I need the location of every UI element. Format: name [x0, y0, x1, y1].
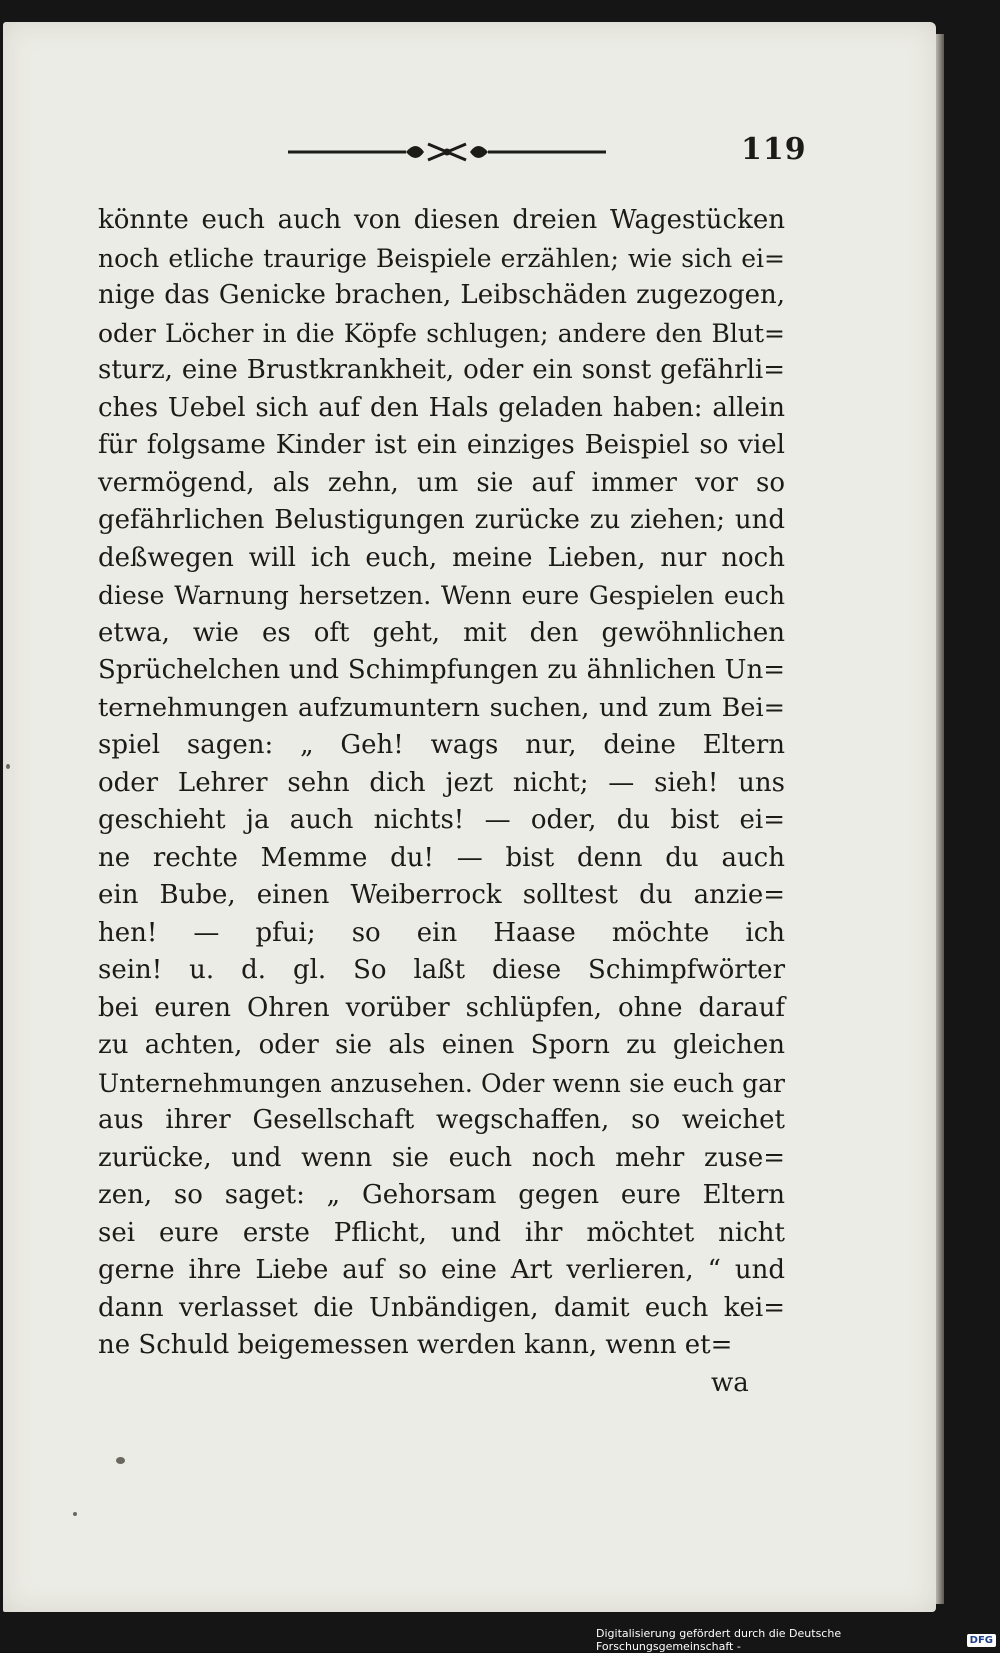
- text-line: aus ihrer Gesellschaft wegschaffen, so weichet: [98, 1105, 785, 1135]
- text-line: sein! u. d. gl. So laßt diese Schimpfwörter: [98, 955, 785, 985]
- text-line: ne rechte Memme du! — bist denn du auch: [98, 842, 785, 873]
- text-line: gerne ihre Liebe auf so eine Art verlieren, “ und: [98, 1255, 785, 1285]
- text-line: zu achten, oder sie als einen Sporn zu gleichen: [98, 1030, 785, 1060]
- dfg-logo: DFG: [967, 1634, 996, 1647]
- text-line: gefährlichen Belustigungen zurücke zu ziehen; und: [98, 505, 785, 535]
- text-line: zen, so saget: „ Gehorsam gegen eure Eltern: [98, 1180, 785, 1210]
- ink-spot: [116, 1457, 125, 1464]
- text-line: vermögend, als zehn, um sie auf immer vor so: [98, 467, 785, 498]
- text-line: spiel sagen: „ Geh! wags nur, deine Eltern: [98, 730, 785, 760]
- body-text: [98, 202, 785, 1365]
- ink-spot: [6, 764, 10, 769]
- text-line: dann verlasset die Unbändigen, damit euch kei=: [98, 1292, 785, 1323]
- text-line: ne Schuld beigemessen werden kann, wenn et=: [98, 1330, 733, 1360]
- text-line: diese Warnung hersetzen. Wenn eure Gespielen euch: [98, 581, 785, 610]
- text-line: Unternehmungen anzusehen. Oder wenn sie euch gar: [98, 1068, 785, 1098]
- text-line: sei eure erste Pflicht, und ihr möchtet nicht: [98, 1217, 785, 1248]
- header-ornament: [288, 134, 606, 170]
- text-line: für folgsame Kinder ist ein einziges Beispiel so viel: [98, 430, 785, 460]
- text-line: könnte euch auch von diesen dreien Wagestücken: [98, 205, 785, 235]
- text-line: oder Löcher in die Köpfe schlugen; andere den Blut=: [98, 318, 785, 348]
- book-page: [3, 22, 936, 1612]
- text-line: ches Uebel sich auf den Hals geladen haben: allein: [98, 392, 785, 423]
- text-line: ein Bube, einen Weiberrock solltest du anzie=: [98, 880, 785, 910]
- text-line: sturz, eine Brustkrankheit, oder ein sonst gefährli=: [98, 355, 785, 385]
- footer-credit: Digitalisierung gefördert durch die Deutsche Forschungsgemeinschaft -: [596, 1627, 842, 1653]
- ink-spot: [73, 1512, 77, 1516]
- footer-credit-bar: [596, 1629, 1000, 1651]
- text-line: noch etliche traurige Beispiele erzählen; wie sich ei=: [98, 243, 785, 273]
- text-line: zurücke, und wenn sie euch noch mehr zuse=: [98, 1142, 785, 1173]
- text-line: oder Lehrer sehn dich jezt nicht; — sieh! uns: [98, 767, 785, 798]
- page-edge: [936, 34, 944, 1604]
- catchword: wa: [711, 1368, 749, 1398]
- text-line: bei euren Ohren vorüber schlüpfen, ohne darauf: [98, 992, 785, 1023]
- text-line: nige das Genicke brachen, Leibschäden zugezogen,: [98, 280, 785, 310]
- text-line: ternehmungen aufzumuntern suchen, und zum Bei=: [98, 692, 785, 723]
- text-line: deßwegen will ich euch, meine Lieben, nur noch: [98, 542, 785, 573]
- text-line: etwa, wie es oft geht, mit den gewöhnlichen: [98, 617, 785, 648]
- text-line: hen! — pfui; so ein Haase möchte ich: [98, 917, 785, 948]
- page-number: 119: [741, 132, 807, 167]
- text-line: geschieht ja auch nichts! — oder, du bist ei=: [98, 805, 785, 835]
- text-line: Sprüchelchen und Schimpfungen zu ähnlichen Un=: [98, 655, 785, 685]
